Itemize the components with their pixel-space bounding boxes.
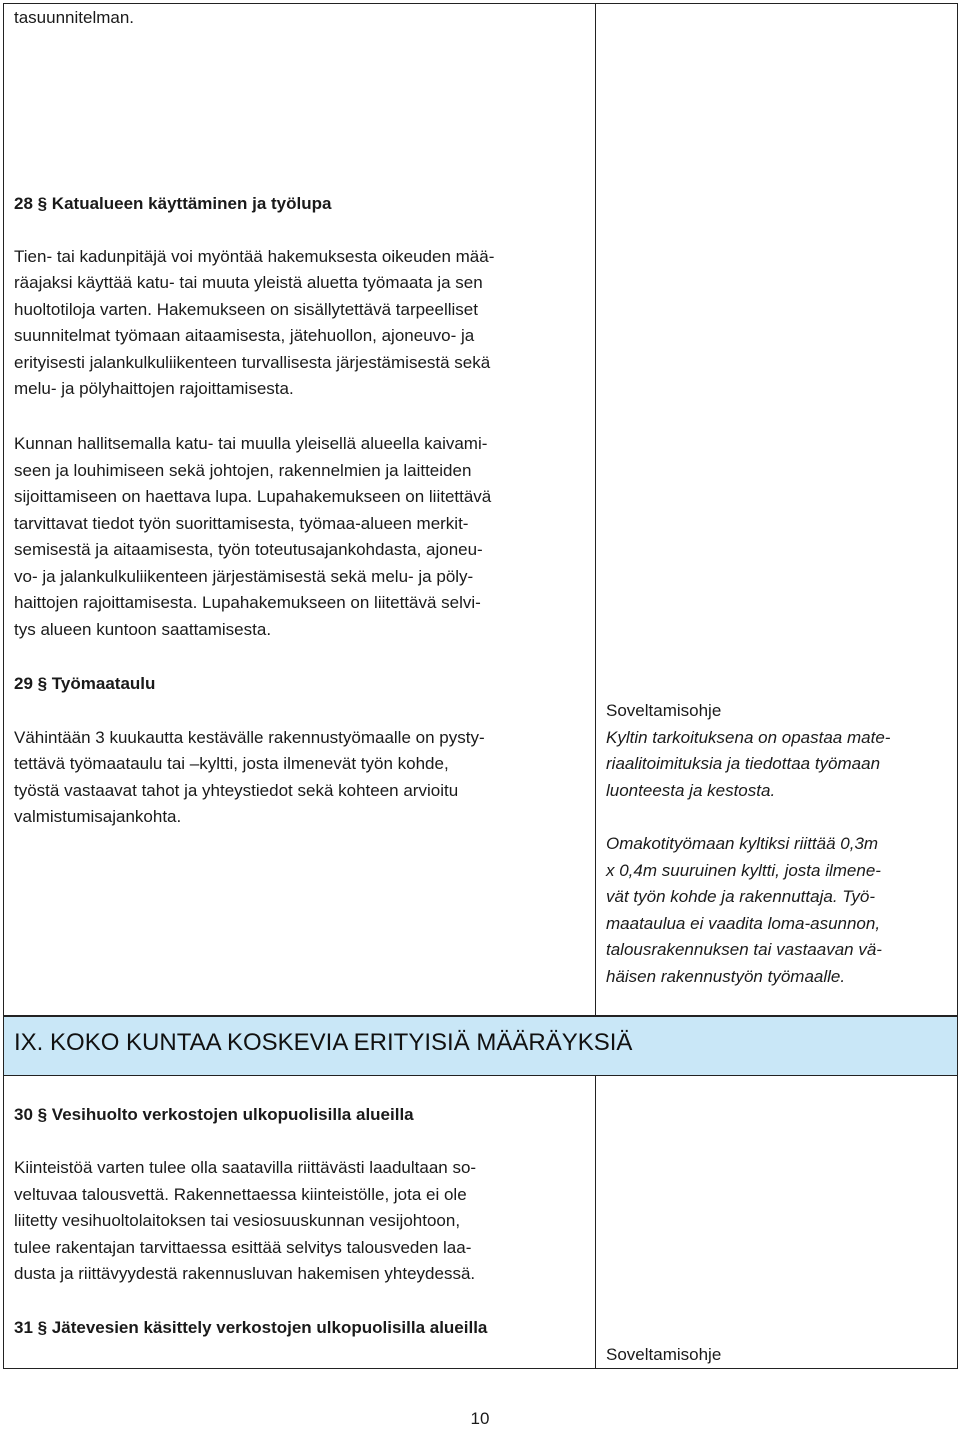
chapter-heading: IX. KOKO KUNTAA KOSKEVIA ERITYISIÄ MÄÄRÄYKSIÄ (14, 1029, 633, 1056)
text-line: huoltotiloja varten. Hakemukseen on sisällytettävä tarpeelliset (14, 300, 478, 319)
text-line: vo- ja jalankulkuliikenteen järjestämisestä sekä melu- ja pöly- (14, 567, 474, 586)
text-line: erityisesti jalankulkuliikenteen turvallisesta järjestämisestä sekä (14, 353, 491, 372)
text-line: Kyltin tarkoituksena on opastaa mate- (606, 728, 891, 747)
column-divider (595, 4, 596, 1015)
text-line: Vähintään 3 kuukautta kestävälle rakennustyömaalle on pysty- (14, 728, 485, 747)
section-31-title: 31 § Jätevesien käsittely verkostojen ulkopuolisilla alueilla (14, 1318, 488, 1337)
text-line: talousrakennuksen tai vastaavan vä- (606, 940, 882, 959)
text-line: tys alueen kuntoon saattamisesta. (14, 620, 272, 639)
text-line: tulee rakentajan tarvittaessa esittää selvitys talousveden laa- (14, 1238, 472, 1257)
guidance-label-31: Soveltamisohje (606, 1345, 722, 1364)
text-line: suunnitelmat työmaan aitaamisesta, jätehuollon, ajoneuvo- ja (14, 326, 475, 345)
page-number: 10 (470, 1409, 490, 1428)
text-line: luonteesta ja kestosta. (606, 781, 776, 800)
text-line: tarvittavat tiedot työn suorittamisesta, työmaa-alueen merkit- (14, 514, 469, 533)
text-line: vät työn kohde ja rakennuttaja. Työ- (606, 887, 876, 906)
text-line: tettävä työmaataulu tai –kyltti, josta ilmenevät työn kohde, (14, 754, 449, 773)
text-line: veltuvaa talousvettä. Rakennettaessa kiinteistölle, jota ei ole (14, 1185, 467, 1204)
text-line: työstä vastaavat tahot ja yhteystiedot sekä kohteen arvioitu (14, 781, 459, 800)
text-line: semisestä ja aitaamisesta, työn toteutusajankohdasta, ajoneu- (14, 540, 483, 559)
text-line: liitetty vesihuoltolaitoksen tai vesiosuuskunnan vesijohtoon, (14, 1211, 461, 1230)
text-line: valmistumisajankohta. (14, 807, 182, 826)
text-line: Tien- tai kadunpitäjä voi myöntää hakemuksesta oikeuden mää- (14, 247, 495, 266)
intro-tail: tasuunnitelman. (14, 8, 135, 27)
section-28-title: 28 § Katualueen käyttäminen ja työlupa (14, 194, 332, 213)
text-line: häisen rakennustyön työmaalle. (606, 967, 846, 986)
text-line: x 0,4m suuruinen kyltti, josta ilmene- (606, 861, 881, 880)
text-line: Kiinteistöä varten tulee olla saatavilla riittävästi laadultaan so- (14, 1158, 477, 1177)
text-line: riaalitoimituksia ja tiedottaa työmaan (606, 754, 881, 773)
text-line: räajaksi käyttää katu- tai muuta yleistä aluetta työmaata ja sen (14, 273, 483, 292)
text-line: haittojen rajoittamisesta. Lupahakemukseen on liitettävä selvi- (14, 593, 481, 612)
text-line: Kunnan hallitsemalla katu- tai muulla yleisellä alueella kaivami- (14, 434, 488, 453)
section-29-title: 29 § Työmaataulu (14, 674, 156, 693)
text-line: Omakotityömaan kyltiksi riittää 0,3m (606, 834, 879, 853)
section-30-title: 30 § Vesihuolto verkostojen ulkopuolisilla alueilla (14, 1105, 414, 1124)
text-line: seen ja louhimiseen sekä johtojen, rakennelmien ja laitteiden (14, 461, 472, 480)
text-line: dusta ja riittävyydestä rakennusluvan hakemisen yhteydessä. (14, 1264, 476, 1283)
text-line: sijoittamiseen on haettava lupa. Lupahakemukseen on liitettävä (14, 487, 492, 506)
guidance-label: Soveltamisohje (606, 701, 722, 720)
chapter-heading-row (3, 1016, 958, 1076)
text-line: melu- ja pölyhaittojen rajoittamisesta. (14, 379, 294, 398)
text-line: maataulua ei vaadita loma-asunnon, (606, 914, 881, 933)
column-divider (595, 1076, 596, 1368)
